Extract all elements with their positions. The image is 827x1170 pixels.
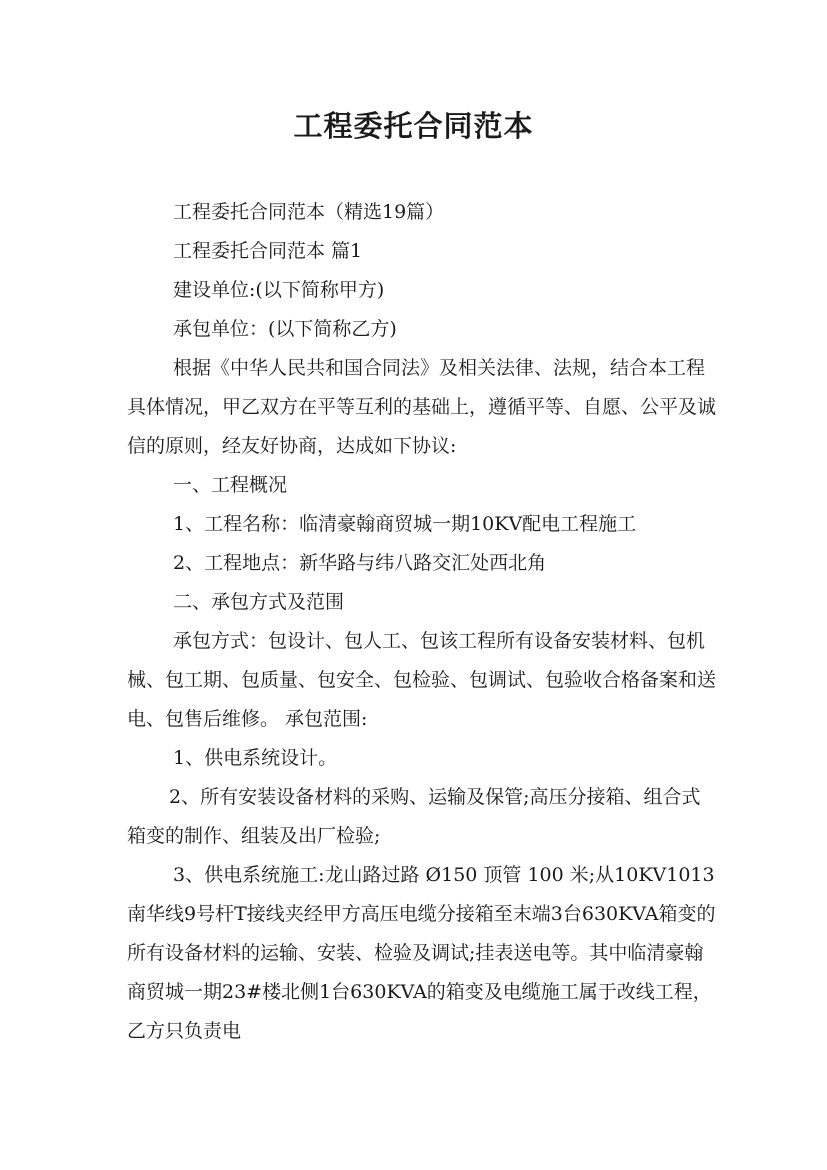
paragraph-project-location: 2、工程地点：新华路与纬八路交汇处西北角 xyxy=(173,552,547,574)
document-title: 工程委托合同范本 xyxy=(293,109,534,143)
paragraph-contract-method: 承包方式：包设计、包人工、包该工程所有设备安装材料、包机械、包工期、包质量、包安全、包检验、包调试、包验收合格备案和送电、包售后维修。 承包范围: xyxy=(127,630,717,730)
paragraph-scope-item-2: 2、所有安装设备材料的采购、运输及保管;高压分接箱、组合式箱变的制作、组装及出厂检验; xyxy=(127,786,701,847)
paragraph-scope-item-3: 3、供电系统施工:龙山路过路 Ø150 顶管 100 米;从10KV1013南华线9号杆T接线夹经甲方高压电缆分接箱至末端3台630KVA箱变的所有设备材料的运输、安装、检验及调试;挂表送电等。其中临清豪翰商贸城一期23#楼北侧1台630KVA的箱变及电缆施工属于改线工程，乙方只负责电 xyxy=(127,864,716,1042)
paragraph-preamble: 根据《中华人民共和国合同法》及相关法律、法规，结合本工程具体情况，甲乙双方在平等互利的基础上，遵循平等、自愿、公平及诚信的原则，经友好协商，达成如下协议: xyxy=(127,357,717,457)
paragraph-party-a: 建设单位:(以下简称甲方) xyxy=(173,279,385,301)
paragraph-section-heading: 工程委托合同范本 篇1 xyxy=(173,240,363,262)
paragraph-project-name: 1、工程名称：临清豪翰商贸城一期10KV配电工程施工 xyxy=(173,513,637,535)
paragraph-subtitle: 工程委托合同范本（精选19篇） xyxy=(173,201,445,223)
paragraph-heading-overview: 一、工程概况 xyxy=(173,474,288,496)
paragraph-party-b: 承包单位：(以下简称乙方) xyxy=(173,318,397,340)
paragraph-heading-scope: 二、承包方式及范围 xyxy=(173,591,345,613)
paragraph-scope-item-1: 1、供电系统设计。 xyxy=(173,747,338,769)
document-body xyxy=(127,193,717,1051)
